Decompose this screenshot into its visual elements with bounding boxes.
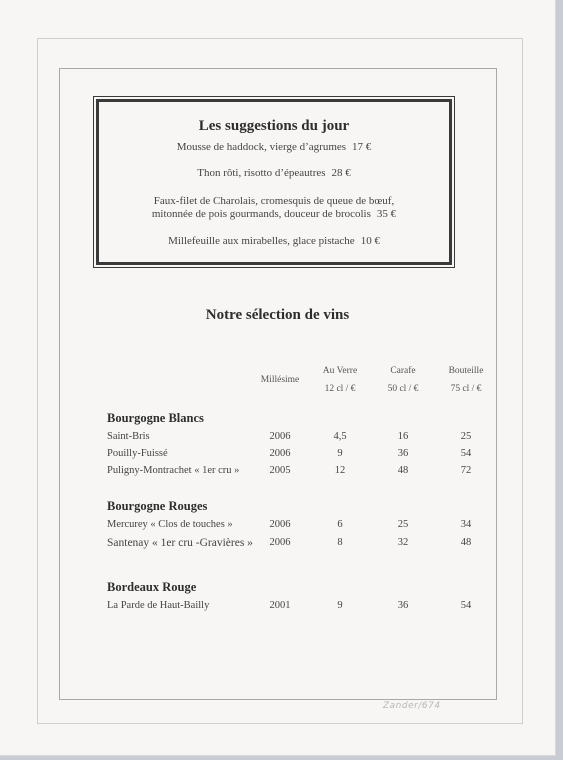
dish-dessert [99, 235, 449, 248]
dish-text: Millefeuille aux mirabelles, glace pistache [168, 235, 355, 247]
column-header-carafe-unit: 50 cl / € [387, 384, 419, 394]
wine-glass-price: 4,5 [333, 431, 347, 442]
wine-year: 2001 [269, 600, 291, 611]
wine-row [0, 448, 555, 464]
wine-list-title: Notre sélection de vins [205, 307, 350, 323]
wine-name: Santenay « 1er cru -Gravières » [107, 537, 253, 549]
column-header-carafe [378, 362, 428, 398]
wine-year: 2005 [269, 465, 291, 476]
dish-price: 10 € [360, 235, 380, 247]
wine-glass-price: 8 [337, 537, 343, 548]
wine-row [0, 600, 555, 616]
dish-text-line2: mitonnée de pois gourmands, douceur de brocolis [151, 208, 371, 220]
wine-glass-price: 9 [337, 448, 343, 459]
dish-text-line1: Faux-filet de Charolais, cromesquis de queue de bœuf, [153, 195, 395, 207]
wine-bottle-price: 34 [460, 519, 472, 530]
wine-bottle-price: 54 [460, 448, 472, 459]
wine-carafe-price: 16 [397, 431, 409, 442]
wine-bottle-price: 25 [460, 431, 472, 442]
column-header-bottle-label: Bouteille [448, 366, 484, 376]
wine-bottle-price: 48 [460, 537, 472, 548]
wine-year: 2006 [269, 448, 291, 459]
wine-year: 2006 [269, 537, 291, 548]
handwritten-annotation: Zander/674 [383, 701, 441, 711]
section-title-bordeaux-rouge: Bordeaux Rouge [107, 580, 197, 594]
wine-year: 2006 [269, 519, 291, 530]
wine-name: Mercurey « Clos de touches » [107, 519, 233, 530]
daily-specials-box [96, 99, 452, 265]
wine-carafe-price: 32 [397, 537, 409, 548]
wine-bottle-price: 72 [460, 465, 472, 476]
dish-text: Mousse de haddock, vierge d’agrumes [176, 141, 347, 153]
wine-carafe-price: 36 [397, 448, 409, 459]
wine-year: 2006 [269, 431, 291, 442]
column-header-year: Millésime [260, 375, 300, 385]
dish-haddock [99, 141, 449, 154]
wine-row [0, 537, 555, 553]
specials-title: Les suggestions du jour [198, 118, 350, 134]
wine-row [0, 465, 555, 481]
dish-price: 28 € [331, 167, 351, 179]
column-header-glass-label: Au Verre [322, 366, 358, 376]
wine-bottle-price: 54 [460, 600, 472, 611]
column-header-glass [315, 362, 365, 398]
wine-row [0, 519, 555, 535]
wine-glass-price: 12 [334, 465, 346, 476]
wine-glass-price: 6 [337, 519, 343, 530]
section-title-bourgogne-rouges: Bourgogne Rouges [107, 499, 208, 513]
column-header-bottle-unit: 75 cl / € [450, 384, 482, 394]
dish-price: 17 € [352, 141, 372, 153]
wine-carafe-price: 36 [397, 600, 409, 611]
wine-name: Pouilly-Fuissé [107, 448, 168, 459]
wine-name: Puligny-Montrachet « 1er cru » [107, 465, 240, 476]
column-header-carafe-label: Carafe [390, 366, 416, 376]
column-header-glass-unit: 12 cl / € [324, 384, 356, 394]
dish-text: Thon rôti, risotto d’épeautres [197, 167, 326, 179]
wine-carafe-price: 48 [397, 465, 409, 476]
column-header-bottle [441, 362, 491, 398]
wine-name: Saint-Bris [107, 431, 150, 442]
dish-tuna [99, 167, 449, 180]
wine-name: La Parde de Haut-Bailly [107, 600, 210, 611]
dish-beef [99, 195, 449, 221]
section-title-bourgogne-blancs: Bourgogne Blancs [107, 411, 204, 425]
dish-price: 35 € [376, 208, 397, 220]
wine-carafe-price: 25 [397, 519, 409, 530]
wine-row [0, 431, 555, 447]
wine-glass-price: 9 [337, 600, 343, 611]
